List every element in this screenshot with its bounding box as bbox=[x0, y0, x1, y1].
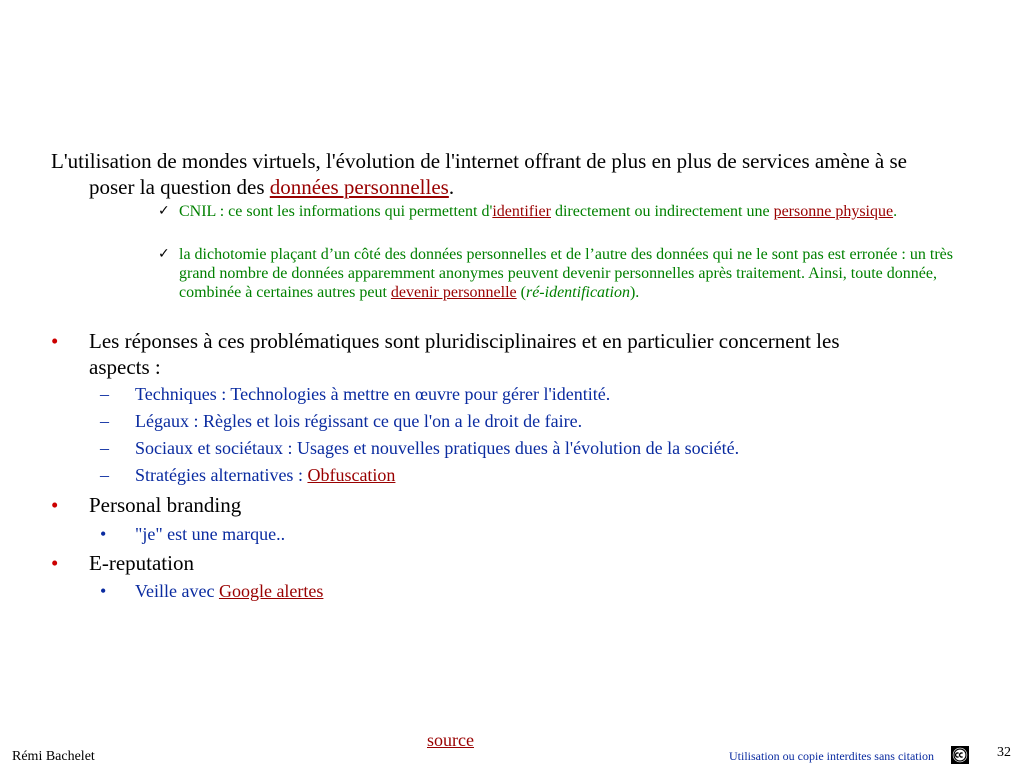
devenir-personnelle-link[interactable]: devenir personnelle bbox=[390, 284, 517, 301]
usage-notice: Utilisation ou copie interdites sans citation bbox=[729, 749, 934, 763]
cnil-text-2: directement ou indirectement une bbox=[550, 203, 774, 220]
sub-bullet-text: Techniques : Technologies à mettre en œuvre pour gérer l'identité. bbox=[135, 384, 611, 404]
bullet-dot: • bbox=[51, 551, 59, 575]
bullet-dot: • bbox=[100, 524, 107, 544]
page-number: 32 bbox=[997, 745, 1011, 760]
sub-bullet-text: Légaux : Règles et lois régissant ce que l'on a le droit de faire. bbox=[135, 411, 583, 431]
sub-bullet-text bbox=[135, 580, 915, 602]
donnees-personnelles-link[interactable]: données personnelles bbox=[269, 175, 449, 199]
cnil-text-3: . bbox=[893, 203, 898, 220]
creative-commons-icon[interactable] bbox=[951, 746, 969, 764]
google-alertes-link[interactable]: Google alertes bbox=[218, 581, 324, 601]
obfuscation-link[interactable]: Obfuscation bbox=[307, 465, 396, 485]
bullet-dot: • bbox=[100, 581, 107, 601]
personne-physique-link[interactable]: personne physique bbox=[773, 203, 894, 220]
re-identification-text: ré-identification bbox=[525, 284, 630, 301]
bullet-dash: – bbox=[100, 411, 109, 431]
bullet-dot: • bbox=[51, 493, 59, 517]
sub-bullet-text bbox=[135, 464, 915, 486]
sub-bullet-text: Sociaux et sociétaux : Usages et nouvelles pratiques dues à l'évolution de la société. bbox=[135, 438, 740, 458]
cnil-text-1: CNIL : ce sont les informations qui permettent d' bbox=[179, 203, 493, 220]
check-icon: ✓ bbox=[158, 203, 170, 219]
bullet-reponses-text: Les réponses à ces problématiques sont pluridisciplinaires et en particulier concernent les aspects : bbox=[89, 329, 840, 379]
dichotomie-text-3: ). bbox=[629, 284, 640, 301]
author-name: Rémi Bachelet bbox=[12, 749, 95, 764]
bullet-dash: – bbox=[100, 384, 109, 404]
bullet-dot: • bbox=[51, 329, 59, 353]
identifier-link[interactable]: identifier bbox=[492, 203, 551, 220]
sub-bullet-text: "je" est une marque.. bbox=[135, 524, 286, 544]
bullet-dash: – bbox=[100, 465, 109, 485]
intro-text: L'utilisation de mondes virtuels, l'évolution de l'internet offrant de plus en plus de services amène à se poser la question des bbox=[51, 149, 907, 199]
check-icon: ✓ bbox=[158, 246, 170, 262]
veille-text: Veille avec bbox=[135, 581, 219, 601]
intro-paragraph bbox=[51, 148, 949, 200]
dichotomie-text-1: la dichotomie plaçant d’un côté des données personnelles et de l’autre des données qui ne le sont pas est erronée : un très grand nombre de données apparemment anonymes peuvent devenir personnelles après traitement. Ainsi, toute donnée, combinée à certaines autres peut bbox=[179, 246, 953, 301]
bullet-e-reputation-text: E-reputation bbox=[89, 551, 194, 575]
strategies-text: Stratégies alternatives : bbox=[135, 465, 308, 485]
intro-end: . bbox=[448, 175, 455, 199]
dichotomie-text-2: ( bbox=[516, 284, 526, 301]
source-link[interactable]: source bbox=[427, 730, 474, 750]
bullet-dash: – bbox=[100, 438, 109, 458]
check-text-dichotomie bbox=[179, 245, 954, 302]
bullet-personal-branding-text: Personal branding bbox=[89, 493, 242, 517]
check-text-cnil bbox=[179, 202, 954, 221]
